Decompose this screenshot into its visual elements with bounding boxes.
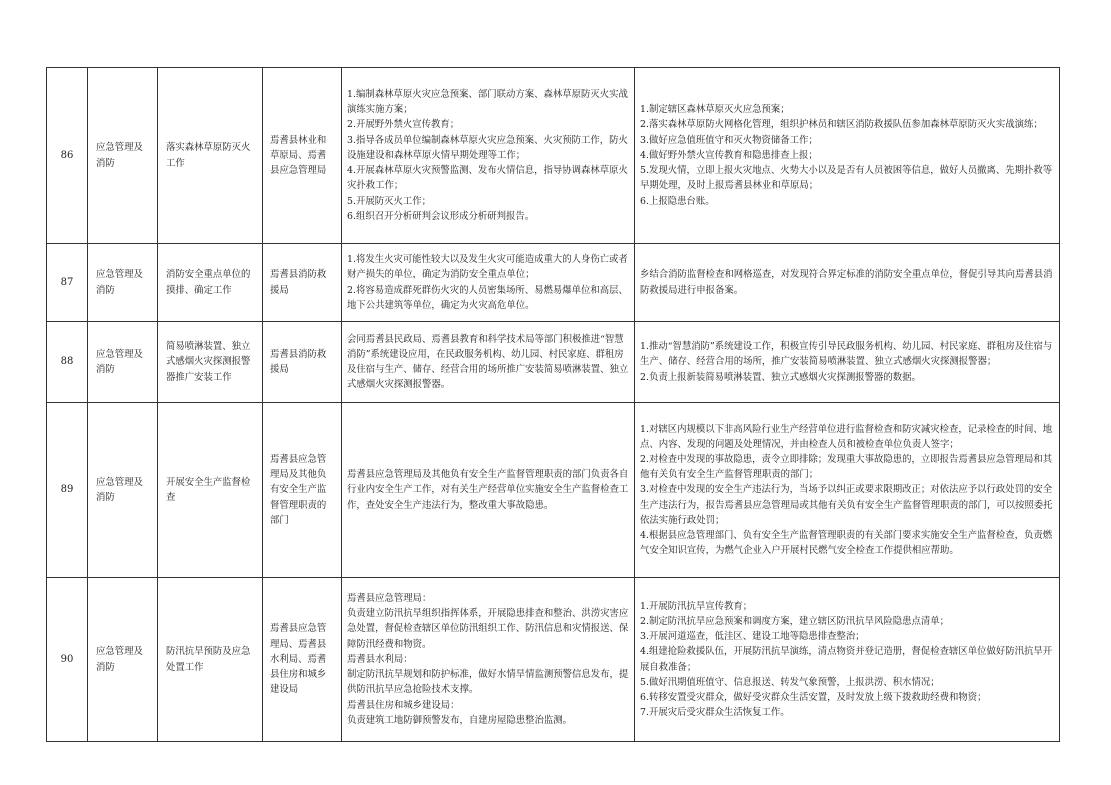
department-duty-cell xyxy=(342,68,635,244)
text-line: 6.上报隐患台账。 xyxy=(640,195,715,207)
text-line: 4.根据县应急管理部门、负有安全生产监督管理职责的有关部门要求实施安全生产监督检查，负责燃气安全知识宣传，为燃气企业入户开展村民燃气安全检查工作提供相应帮助。 xyxy=(640,530,1053,557)
text-line: 4.开展森林草原火灾预警监测、发布火情信息，指导协调森林草原火灾扑救工作； xyxy=(347,165,628,192)
department-cell: 焉耆县应急管理局及其他负有安全生产监督管理职责的部门 xyxy=(263,403,342,578)
row-number: 89 xyxy=(47,403,88,578)
department-cell: 焉耆县消防救援局 xyxy=(263,244,342,322)
table-row xyxy=(47,244,1060,322)
text-line: 4.组建抢险救援队伍，开展防汛抗旱演练，清点物资并登记造册，督促检查辖区单位做好防汛抗旱开展自救准备； xyxy=(640,646,1053,673)
row-number: 86 xyxy=(47,68,88,244)
text-line: 焉耆县应急管理局： xyxy=(347,593,432,605)
text-line: 3.指导各成员单位编制森林草原火灾应急预案、火灾预防工作，防火设施建设和森林草原火情早期处理等工作； xyxy=(347,134,628,161)
text-line: 焉耆县住房和城乡建设局： xyxy=(347,699,460,711)
row-number: 87 xyxy=(47,244,88,322)
department-duty-cell xyxy=(342,578,635,742)
text-line: 5.发现火情，立即上报火灾地点、火势大小以及是否有人员被困等信息，做好人员撤离、先期扑救等早期处理，及时上报焉耆县林业和草原局； xyxy=(640,165,1053,192)
text-line: 焉耆县水利局： xyxy=(347,653,413,665)
row-number: 90 xyxy=(47,578,88,742)
text-line: 6.组织召开分析研判会议形成分析研判报告。 xyxy=(347,210,535,222)
text-line: 焉耆县应急管理局及其他负有安全生产监督管理职责的部门负责各自行业内安全生产工作，对有关生产经营单位实施安全生产监督检查工作，查处安全生产违法行为，整改重大事故隐患。 xyxy=(347,469,629,511)
category-cell: 应急管理及消防 xyxy=(88,322,158,403)
category-cell: 应急管理及消防 xyxy=(88,68,158,244)
text-line: 2.将容易造成群死群伤火灾的人员密集场所、易燃易爆单位和高层、地下公共建筑等单位，确定为火灾高危单位。 xyxy=(347,284,628,311)
text-line: 1.将发生火灾可能性较大以及发生火灾可能造成重大的人身伤亡或者财产损失的单位，确定为消防安全重点单位； xyxy=(347,254,628,281)
department-duty-cell xyxy=(342,403,635,578)
text-line: 乡结合消防监督检查和网格巡查，对发现符合界定标准的消防安全重点单位，督促引导其向焉耆县消防救援局进行申报备案。 xyxy=(640,269,1053,296)
text-line: 2.落实森林草原防火网格化管理，组织护林员和辖区消防救援队伍参加森林草原防灭火实战演练； xyxy=(640,119,1043,131)
table-row xyxy=(47,322,1060,403)
township-measures-cell xyxy=(635,68,1060,244)
text-line: 2.负责上报新装简易喷淋装置、独立式感烟火灾探测报警器的数据。 xyxy=(640,371,921,383)
task-cell: 消防安全重点单位的摸排、确定工作 xyxy=(158,244,263,322)
text-line: 会同焉耆县民政局、焉耆县教育和科学技术局等部门积极推进“智慧消防”系统建设应用，在民政服务机构、幼儿园、村民家庭、群租房及住宿与生产、储存、经营合用的场所推广安装简易喷淋装置、独立式感烟火灾探测报警器。 xyxy=(347,333,629,391)
category-cell: 应急管理及消防 xyxy=(88,244,158,322)
text-line: 1.编制森林草原火灾应急预案、部门联动方案、森林草原防灭火实战演练实施方案； xyxy=(347,89,628,116)
table-row xyxy=(47,403,1060,578)
text-line: 2.制定防汛抗旱应急预案和调度方案，建立辖区防汛抗旱风险隐患点清单； xyxy=(640,615,949,627)
category-cell: 应急管理及消防 xyxy=(88,578,158,742)
township-measures-cell xyxy=(635,403,1060,578)
department-cell: 焉耆县消防救援局 xyxy=(263,322,342,403)
text-line: 1.制定辖区森林草原灭火应急预案； xyxy=(640,104,790,116)
text-line: 2.对检查中发现的事故隐患，责令立即排除；发现重大事故隐患的，立即报告焉耆县应急管理局和其他有关负有安全生产监督管理职责的部门； xyxy=(640,453,1053,481)
department-duty-cell xyxy=(342,322,635,403)
text-line: 1.推动“智慧消防”系统建设工作，积极宣传引导民政服务机构、幼儿园、村民家庭、群租房及住宿与生产、储存、经营合用的场所，推广安装简易喷淋装置、独立式感烟火灾探测报警器； xyxy=(640,341,1053,368)
township-measures-cell xyxy=(635,244,1060,322)
text-line: 2.开展野外禁火宣传教育； xyxy=(347,119,460,131)
task-cell: 防汛抗旱预防及应急处置工作 xyxy=(158,578,263,742)
text-line: 负责建立防汛抗旱组织指挥体系，开展隐患排查和整治、洪涝灾害应急处置，督促检查辖区单位防汛组织工作、防汛信息和灾情报送、保障防汛经费和物资。 xyxy=(347,608,629,650)
duty-table xyxy=(46,67,1060,742)
text-line: 5.开展防灭火工作； xyxy=(347,195,431,207)
department-duty-cell xyxy=(342,244,635,322)
table-row xyxy=(47,578,1060,742)
text-line: 制定防汛抗旱规划和防护标准，做好水情旱情监测预警信息发布，提供防汛抗旱应急抢险技术支撑。 xyxy=(347,669,629,696)
department-cell: 焉耆县林业和草原局、焉耆县应急管理局 xyxy=(263,68,342,244)
township-measures-cell xyxy=(635,322,1060,403)
text-line: 负责建筑工地防御预警发布，自建房屋隐患整治监测。 xyxy=(347,714,573,726)
table-row xyxy=(47,68,1060,244)
category-cell: 应急管理及消防 xyxy=(88,403,158,578)
department-cell: 焉耆县应急管理局、焉耆县水利局、焉耆县住房和城乡建设局 xyxy=(263,578,342,742)
task-cell: 简易喷淋装置、独立式感烟火灾探测报警器推广安装工作 xyxy=(158,322,263,403)
task-cell: 开展安全生产监督检查 xyxy=(158,403,263,578)
text-line: 1.对辖区内规模以下非高风险行业生产经营单位进行监督检查和防灾减灾检查，记录检查的时间、地点、内容、发现的问题及处理情况，并由检查人员和被检查单位负责人签字； xyxy=(640,423,1053,450)
text-line: 4.做好野外禁火宣传教育和隐患排查上报； xyxy=(640,149,818,161)
text-line: 3.开展河道巡查，低洼区、建设工地等隐患排查整治； xyxy=(640,631,865,643)
task-cell: 落实森林草原防灭火工作 xyxy=(158,68,263,244)
text-line: 7.开展灾后受灾群众生活恢复工作。 xyxy=(640,707,790,719)
text-line: 3.对检查中发现的安全生产违法行为，当场予以纠正或要求限期改正；对依法应予以行政处罚的安全生产违法行为，报告焉耆县应急管理局或其他有关负有安全生产监督管理职责的部门，可以按照委托依法实施行政处罚； xyxy=(640,484,1053,526)
text-line: 3.做好应急值班值守和灭火物资储备工作； xyxy=(640,134,818,146)
text-line: 5.做好汛期值班值守、信息报送、转发气象预警，上报洪涝、积水情况； xyxy=(640,676,940,688)
text-line: 6.转移安置受灾群众，做好受灾群众生活安置，及时发放上级下拨救助经费和物资； xyxy=(640,691,987,703)
text-line: 1.开展防汛抗旱宣传教育； xyxy=(640,600,753,612)
township-measures-cell xyxy=(635,578,1060,742)
row-number: 88 xyxy=(47,322,88,403)
